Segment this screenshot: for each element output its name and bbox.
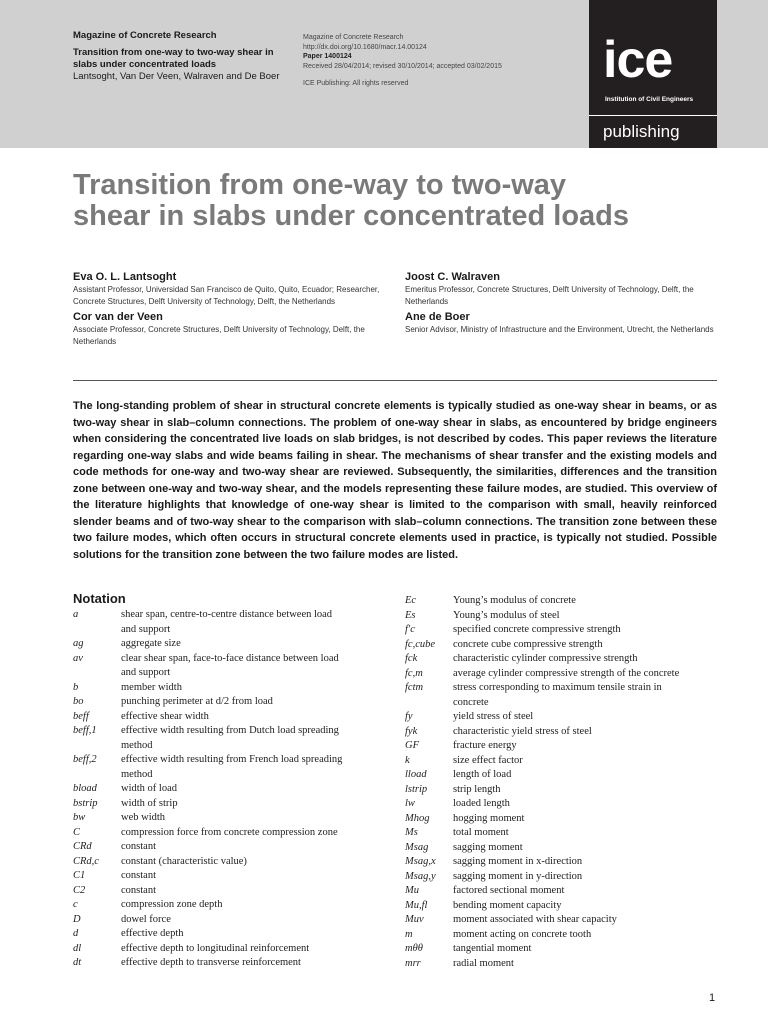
notation-row: [405, 826, 725, 841]
notation-description: constant: [121, 884, 156, 896]
author-name: Cor van der Veen: [73, 311, 163, 323]
notation-symbol: av: [73, 652, 83, 664]
notation-description: member width: [121, 681, 182, 693]
notation-symbol: fck: [405, 653, 418, 664]
author-name: Joost C. Walraven: [405, 271, 500, 283]
notation-row: [405, 855, 725, 870]
notation-row: [405, 609, 725, 624]
notation-row: [73, 855, 383, 870]
author-affiliation: Senior Advisor, Ministry of Infrastructure and the Environment, Utrecht, the Netherlands: [405, 325, 714, 334]
notation-row: [405, 797, 725, 812]
notation-symbol: [73, 623, 121, 638]
notation-symbol: d: [73, 928, 79, 939]
notation-description: concrete cube compressive strength: [453, 638, 603, 650]
notation-symbol: dt: [73, 957, 82, 968]
notation-symbol: lload: [405, 769, 427, 780]
notation-symbol: fyk: [405, 725, 418, 737]
notation-symbol: lw: [405, 798, 415, 809]
notation-description: sagging moment in y-direction: [453, 870, 583, 882]
notation-row: [73, 666, 383, 681]
notation-row: [73, 826, 383, 841]
notation-symbol: beff: [73, 710, 89, 722]
notation-description: fracture energy: [453, 740, 517, 751]
notation-description: loaded length: [453, 798, 510, 809]
notation-description: effective width resulting from French load spreading: [121, 754, 343, 765]
notation-row: [405, 594, 725, 609]
notation-symbol: mθθ: [405, 943, 423, 954]
notation-row: [405, 768, 725, 783]
notation-row: [73, 884, 383, 899]
notation-row: [405, 667, 725, 682]
notation-description: method: [121, 768, 153, 780]
notation-symbol: Ec: [405, 595, 417, 606]
notation-symbol: a: [73, 609, 79, 620]
notation-symbol: Muv: [405, 914, 424, 925]
notation-symbol: [73, 768, 121, 783]
meta-dates: Received 28/04/2014; revised 30/10/2014; accepted 03/02/2015: [303, 62, 502, 70]
notation-symbol: Mu,fl: [405, 899, 428, 911]
notation-description: Young’s modulus of steel: [453, 609, 560, 621]
meta-rights: ICE Publishing: All rights reserved: [303, 80, 409, 88]
notation-description: hogging moment: [453, 812, 525, 824]
authors-right: [405, 271, 715, 340]
notation-symbol: dl: [73, 942, 82, 954]
notation-symbol: c: [73, 899, 78, 910]
notation-row: [73, 913, 383, 928]
notation-symbol: lstrip: [405, 783, 428, 795]
notation-symbol: Msag: [405, 841, 429, 853]
notation-description: yield stress of steel: [453, 711, 534, 722]
notation-list-left: [73, 608, 383, 971]
notation-description: width of strip: [121, 797, 178, 809]
notation-row: [73, 942, 383, 957]
notation-row: [405, 783, 725, 798]
notation-row: [405, 928, 725, 943]
notation-symbol: bstrip: [73, 797, 98, 809]
notation-row: [73, 927, 383, 942]
notation-row: [73, 782, 383, 797]
notation-symbol: C2: [73, 884, 86, 896]
notation-description: moment acting on concrete tooth: [453, 928, 592, 940]
notation-description: tangential moment: [453, 943, 532, 954]
running-title: Transition from one-way to two-way shear in slabs under concentrated loads: [73, 47, 274, 70]
notation-symbol: k: [405, 754, 410, 766]
notation-symbol: Msag,y: [405, 870, 436, 882]
notation-row: [405, 638, 725, 653]
notation-description: size effect factor: [453, 754, 523, 766]
notation-row: [405, 884, 725, 899]
logo-publishing: publishing: [603, 122, 680, 141]
notation-symbol: fc,m: [405, 667, 423, 679]
notation-symbol: [73, 666, 121, 681]
journal-header: [73, 30, 298, 83]
notation-row: [73, 898, 383, 913]
notation-description: sagging moment in x-direction: [453, 856, 583, 867]
notation-symbol: b: [73, 681, 79, 693]
notation-symbol: Mhog: [405, 812, 430, 824]
notation-symbol: Ms: [405, 827, 418, 838]
notation-row: [73, 608, 383, 623]
notation-description: sagging moment: [453, 841, 523, 853]
notation-row: [405, 942, 725, 957]
notation-description: Young’s modulus of concrete: [453, 595, 576, 606]
notation-row: [405, 623, 725, 638]
notation-row: [405, 710, 725, 725]
author-affiliation: Assistant Professor, Universidad San Francisco de Quito, Quito, Ecuador; Researcher, Concrete Structures, Delft University of Technology, Delft, the Netherlands: [73, 285, 380, 306]
author-name: Eva O. L. Lantsoght: [73, 271, 177, 283]
notation-description: method: [121, 739, 153, 751]
notation-symbol: C: [73, 826, 81, 838]
notation-symbol: bload: [73, 783, 97, 794]
notation-row: [73, 753, 383, 768]
notation-row: [405, 652, 725, 667]
notation-description: characteristic yield stress of steel: [453, 725, 592, 737]
notation-row: [73, 956, 383, 971]
notation-description: specified concrete compressive strength: [453, 624, 621, 635]
notation-description: constant: [121, 841, 156, 852]
notation-symbol: bw: [73, 812, 86, 823]
notation-row: [73, 840, 383, 855]
notation-description: effective depth to transverse reinforcement: [121, 957, 301, 968]
notation-description: moment associated with shear capacity: [453, 914, 617, 925]
notation-row: [73, 797, 383, 812]
notation-symbol: CRd: [73, 841, 92, 852]
section-divider: [73, 380, 717, 381]
notation-row: [73, 768, 383, 783]
ice-publishing-logo: [589, 0, 717, 148]
notation-row: [73, 681, 383, 696]
notation-symbol: CRd,c: [73, 855, 99, 867]
notation-description: compression force from concrete compression zone: [121, 826, 338, 838]
journal-name: Magazine of Concrete Research: [73, 30, 217, 41]
notation-row: [405, 754, 725, 769]
article-metadata: [303, 33, 583, 89]
notation-description: bending moment capacity: [453, 899, 562, 911]
notation-list-right: [405, 594, 725, 971]
notation-row: [73, 811, 383, 826]
notation-row: [73, 623, 383, 638]
notation-symbol: GF: [405, 740, 419, 751]
notation-row: [73, 652, 383, 667]
notation-symbol: fy: [405, 711, 413, 722]
running-authors: Lantsoght, Van Der Veen, Walraven and De Boer: [73, 71, 280, 82]
notation-description: average cylinder compressive strength of the concrete: [453, 667, 680, 679]
notation-description: web width: [121, 812, 166, 823]
logo-institution: Institution of Civil Engineers: [605, 96, 694, 103]
notation-description: stress corresponding to maximum tensile strain in: [453, 682, 662, 693]
notation-description: constant (characteristic value): [121, 855, 247, 867]
notation-heading: Notation: [73, 591, 126, 606]
notation-description: effective depth: [121, 928, 184, 939]
notation-symbol: m: [405, 928, 413, 940]
notation-symbol: C1: [73, 870, 86, 881]
notation-symbol: fc,cube: [405, 638, 436, 650]
notation-symbol: ag: [73, 638, 84, 649]
notation-symbol: Es: [405, 609, 416, 621]
notation-description: dowel force: [121, 913, 171, 925]
notation-symbol: Msag,x: [405, 856, 436, 867]
notation-description: radial moment: [453, 957, 514, 969]
notation-row: [73, 637, 383, 652]
notation-description: characteristic cylinder compressive strength: [453, 653, 638, 664]
notation-symbol: [73, 739, 121, 754]
notation-description: length of load: [453, 769, 512, 780]
notation-description: width of load: [121, 783, 177, 794]
notation-symbol: f′c: [405, 624, 415, 635]
notation-symbol: mrr: [405, 957, 421, 969]
article-title: Transition from one-way to two-way shear in slabs under concentrated loads: [73, 169, 629, 232]
notation-description: strip length: [453, 783, 501, 795]
notation-symbol: Mu: [405, 885, 419, 896]
notation-symbol: beff,2: [73, 754, 97, 765]
notation-description: total moment: [453, 827, 509, 838]
author-name: Ane de Boer: [405, 311, 470, 323]
notation-row: [405, 725, 725, 740]
notation-symbol: [405, 696, 453, 711]
notation-row: [405, 841, 725, 856]
notation-row: [405, 870, 725, 885]
notation-description: constant: [121, 870, 156, 881]
notation-row: [405, 957, 725, 972]
ice-logo-mark: ice: [603, 31, 673, 89]
notation-description: punching perimeter at d/2 from load: [121, 696, 273, 707]
notation-description: and support: [121, 667, 171, 678]
logo-divider: [589, 115, 717, 116]
notation-row: [405, 913, 725, 928]
notation-row: [405, 681, 725, 696]
notation-description: clear shear span, face-to-face distance between load: [121, 652, 339, 664]
abstract: The long-standing problem of shear in structural concrete elements is typically studied as one-way shear in beams, or as two-way shear in slab–column connections. The problem of one-way shear in slabs, as encountered by bridge engineers when considering the concentrated live loads on slab bridges, is not described by codes. This paper reviews the literature regarding one-way slabs and wide beams failing in shear. The mechanisms of shear transfer and the existing models and code methods for one-way and two-way shear are reviewed. Subsequently, the similarities, differences and the transition zone between one-way and two-way shear, and the models representing these failure modes, are studied. This overview of the literature highlights that knowledge of one-way shear is limited to the comparison with small, heavily reinforced slender beams and of two-way shear to the comparison with slab–column connections. The transition zone between these two failure modes, which often occurs in structural concrete elements used in practice, is typically not studied. Possible solutions for the transition zone between the two failure modes are listed.: [73, 400, 717, 561]
notation-description: and support: [121, 623, 171, 635]
notation-description: concrete: [453, 696, 489, 708]
notation-description: compression zone depth: [121, 899, 223, 910]
notation-row: [405, 899, 725, 914]
notation-description: effective shear width: [121, 710, 209, 722]
notation-symbol: bo: [73, 696, 84, 707]
notation-row: [405, 696, 725, 711]
notation-description: factored sectional moment: [453, 885, 565, 896]
meta-paper-number: Paper 1400124: [303, 53, 352, 61]
notation-description: shear span, centre-to-centre distance between load: [121, 609, 333, 620]
notation-description: aggregate size: [121, 638, 181, 649]
author-affiliation: Emeritus Professor, Concrete Structures, Delft University of Technology, Delft, the Netherlands: [405, 285, 694, 306]
authors-left: [73, 271, 383, 351]
notation-row: [73, 724, 383, 739]
notation-symbol: D: [73, 913, 81, 925]
notation-row: [73, 739, 383, 754]
meta-journal: Magazine of Concrete Research: [303, 34, 404, 41]
notation-row: [73, 710, 383, 725]
notation-row: [405, 812, 725, 827]
notation-row: [73, 695, 383, 710]
page-number: 1: [709, 992, 716, 1004]
author-affiliation: Associate Professor, Concrete Structures, Delft University of Technology, Delft, the Netherlands: [73, 325, 365, 346]
notation-row: [405, 739, 725, 754]
notation-description: effective depth to longitudinal reinforcement: [121, 942, 310, 954]
notation-row: [73, 869, 383, 884]
notation-description: effective width resulting from Dutch load spreading: [121, 725, 339, 736]
notation-symbol: beff,1: [73, 725, 97, 736]
notation-symbol: fctm: [405, 682, 424, 693]
meta-doi[interactable]: http://dx.doi.org/10.1680/macr.14.00124: [303, 43, 427, 51]
